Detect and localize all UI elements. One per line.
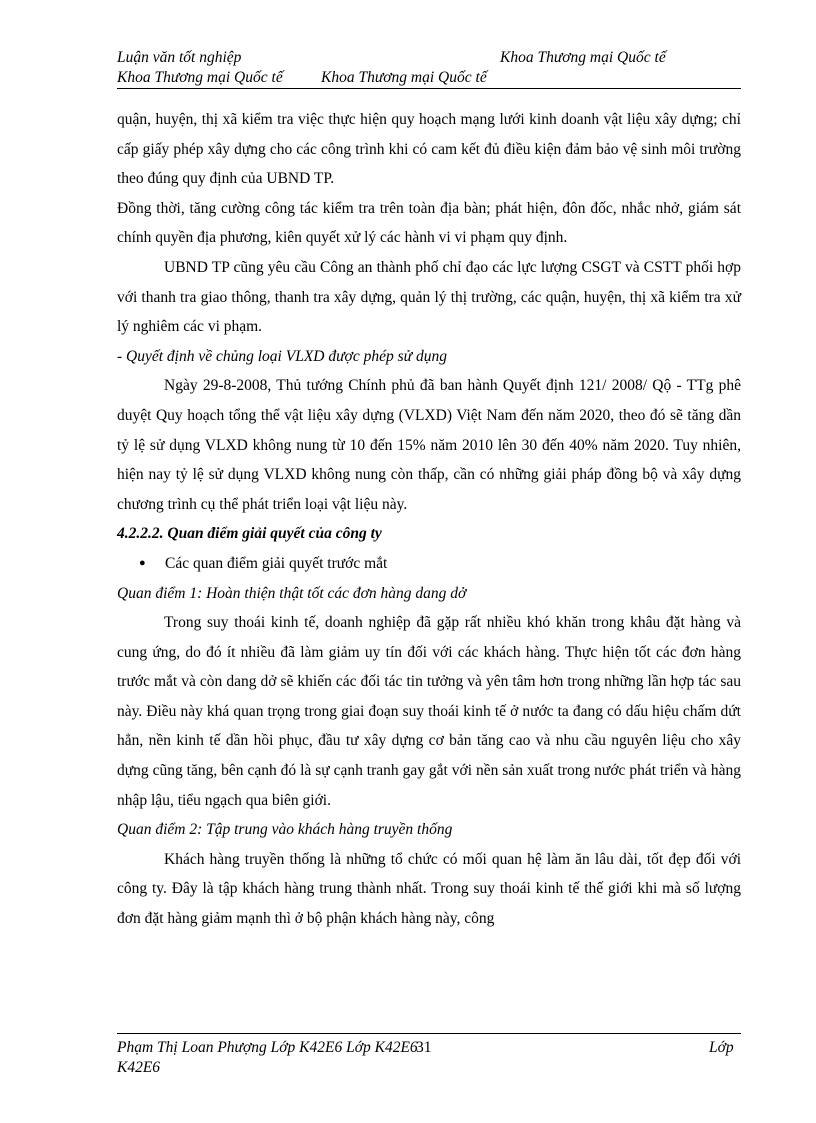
bullet-item [117, 549, 741, 579]
footer-page-number: 31 [416, 1039, 432, 1056]
footer-rule [117, 1033, 741, 1034]
footer-line2: K42E6 [117, 1059, 161, 1076]
header-rule [117, 88, 741, 89]
document-body [117, 105, 741, 934]
section-heading: 4.2.2.2. Quan điểm giải quyết của công ty [117, 525, 382, 543]
paragraph-6: Khách hàng truyền thống là những tổ chức có mối quan hệ làm ăn lâu dài, tốt đẹp đối với công ty. Đây là tập khách hàng trung thành nhất. Trong suy thoái kinh tế thế giới khi mà số lượng đơn đặt hàng giảm mạnh thì ở bộ phận khách hàng này, công [117, 850, 741, 928]
header-right-line1: Khoa Thương mại Quốc tế [500, 49, 666, 66]
bullet-item-text: Các quan điểm giải quyết trước mắt [165, 554, 388, 572]
paragraph-5: Trong suy thoái kinh tế, doanh nghiệp đã gặp rất nhiều khó khăn trong khâu đặt hàng và cung ứng, do đó ít nhiều đã làm giảm uy tín đối với các khách hàng. Thực hiện tốt các đơn hàng trước mắt và còn dang dở sẽ khiến các đối tác tin tưởng và yên tâm hơn trong những lần hợp tác sau này. Điều này khá quan trọng trong giai đoạn suy thoái kinh tế ở nước ta đang có dấu hiệu chấm dứt hẳn, nền kinh tế dần hồi phục, đầu tư xây dựng cơ bản tăng cao và nhu cầu nguyên liệu cho xây dựng cũng tăng, bên cạnh đó là sự cạnh tranh gay gắt với nền sản xuất trong nước phát triển và hàng nhập lậu, tiểu ngạch qua biên giới. [117, 614, 741, 809]
view-2-title: Quan điểm 2: Tập trung vào khách hàng truyền thống [117, 821, 453, 839]
subheading-vlxd: - Quyết định về chủng loại VLXD được phép sử dụng [117, 347, 447, 365]
header-left-line1: Luận văn tốt nghiệp [117, 49, 242, 66]
view-1-title: Quan điểm 1: Hoàn thiện thật tốt các đơn hàng dang dở [117, 584, 467, 602]
footer-author: Phạm Thị Loan Phượng Lớp K42E6 Lớp K42E6 [117, 1039, 418, 1056]
footer-right: Lớp [709, 1039, 734, 1056]
paragraph-4: Ngày 29-8-2008, Thủ tướng Chính phủ đã ban hành Quyết định 121/ 2008/ Qộ - TTg phê duyệt Quy hoạch tổng thể vật liệu xây dựng (VLXD) Việt Nam đến năm 2020, theo đó sẽ tăng dần tỷ lệ sử dụng VLXD không nung từ 10 đến 15% năm 2010 lên 30 đến 40% năm 2020. Tuy nhiên, hiện nay tỷ lệ sử dụng VLXD không nung còn thấp, cần có những giải pháp đồng bộ và xây dựng chương trình cụ thể phát triển loại vật liệu này. [117, 377, 741, 513]
paragraph-1: quận, huyện, thị xã kiểm tra việc thực hiện quy hoạch mạng lưới kinh doanh vật liệu xây dựng; chỉ cấp giấy phép xây dựng cho các công trình khi có cam kết đủ điều kiện đảm bảo vệ sinh môi trường theo đúng quy định của UBND TP. [117, 111, 741, 188]
header-line2-b: Khoa Thương mại Quốc tế [321, 69, 487, 86]
header-line2-a: Khoa Thương mại Quốc tế [117, 69, 283, 86]
paragraph-2: Đồng thời, tăng cường công tác kiểm tra trên toàn địa bàn; phát hiện, đôn đốc, nhắc nhở, giám sát chính quyền địa phương, kiên quyết xử lý các hành vi vi phạm quy định. [117, 199, 741, 247]
bullet-icon: ● [139, 556, 146, 569]
paragraph-3: UBND TP cũng yêu cầu Công an thành phố chỉ đạo các lực lượng CSGT và CSTT phối hợp với thanh tra giao thông, thanh tra xây dựng, quản lý thị trường, các quận, huyện, thị xã kiểm tra xử lý nghiêm các vi phạm. [117, 258, 741, 336]
